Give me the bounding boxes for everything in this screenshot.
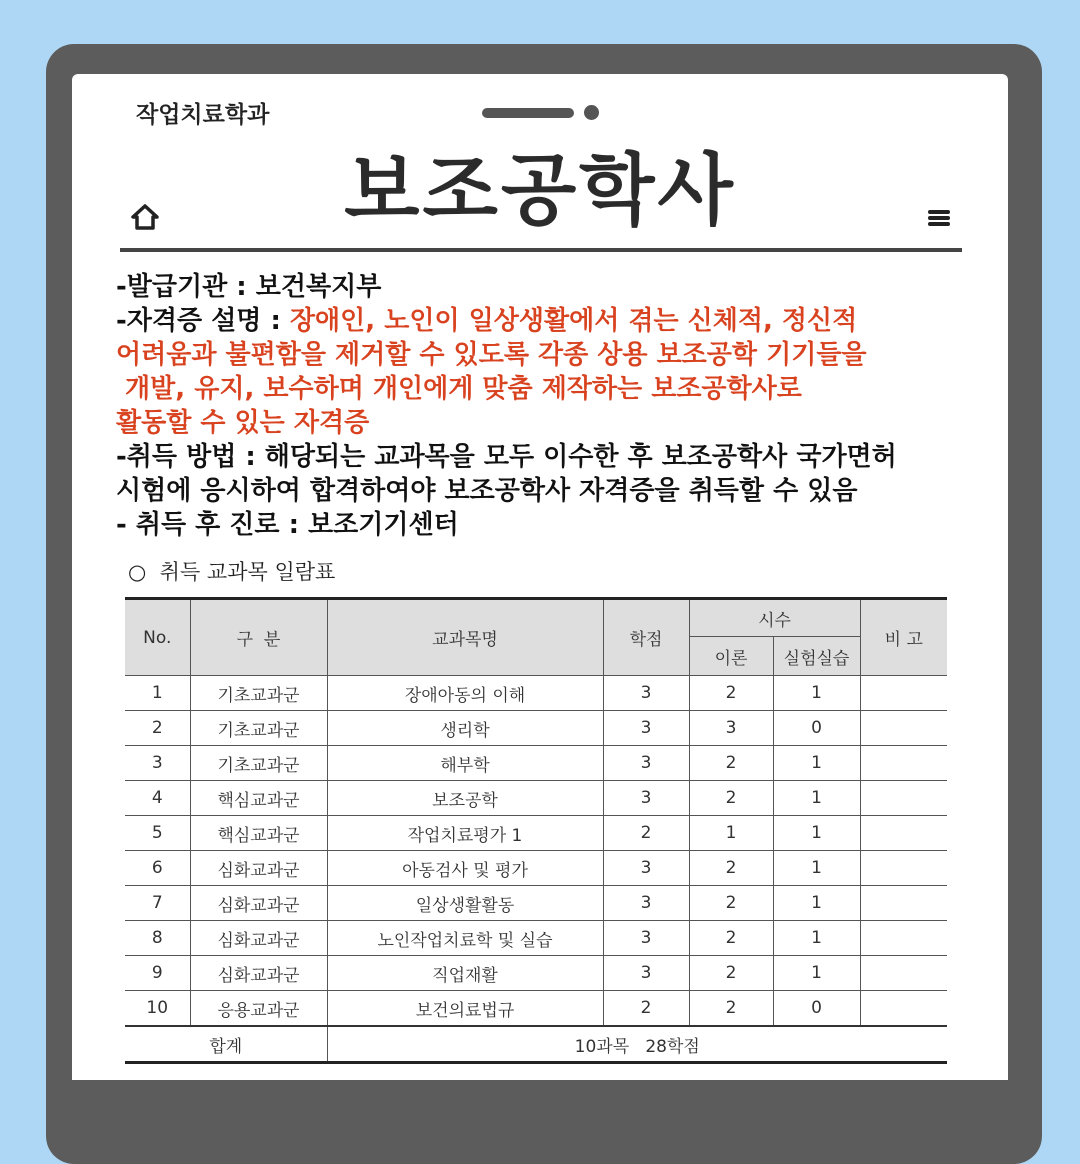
cell-subject: 보건의료법규 [327, 991, 603, 1027]
cell-no: 7 [125, 886, 190, 921]
table-row [125, 746, 947, 781]
total-label: 합계 [125, 1026, 327, 1063]
cell-no: 10 [125, 991, 190, 1027]
issuer-line: -발급기관 : 보건복지부 [116, 272, 382, 302]
cell-category: 심화교과군 [190, 851, 327, 886]
cell-theory: 2 [689, 991, 773, 1027]
table-row [125, 816, 947, 851]
header-category: 구 분 [190, 599, 327, 676]
header-credit: 학점 [603, 599, 689, 676]
cell-credit: 2 [603, 991, 689, 1027]
cell-subject: 직업재활 [327, 956, 603, 991]
description-line-1 [116, 304, 996, 338]
cell-theory: 2 [689, 956, 773, 991]
cell-theory: 2 [689, 886, 773, 921]
subject-table [125, 597, 947, 1064]
cell-category: 심화교과군 [190, 886, 327, 921]
home-icon[interactable] [130, 204, 160, 230]
cell-practice: 1 [773, 956, 860, 991]
cell-credit: 3 [603, 746, 689, 781]
cell-category: 심화교과군 [190, 956, 327, 991]
header-note: 비 고 [860, 599, 947, 676]
cell-note [860, 676, 947, 711]
cell-note [860, 851, 947, 886]
cell-category: 기초교과군 [190, 676, 327, 711]
cell-theory: 2 [689, 676, 773, 711]
camera-dot [584, 105, 599, 120]
page-title: 보조공학사 [344, 146, 736, 236]
title-divider [120, 248, 962, 252]
method-line-1: -취득 방법 : 해당되는 교과목을 모두 이수한 후 보조공학사 국가면허 [116, 442, 897, 472]
cell-theory: 3 [689, 711, 773, 746]
cell-subject: 보조공학 [327, 781, 603, 816]
cell-category: 심화교과군 [190, 921, 327, 956]
description-text-1: 장애인, 노인이 일상생활에서 겪는 신체적, 정신적 [289, 306, 858, 336]
cell-credit: 3 [603, 676, 689, 711]
cell-category: 응용교과군 [190, 991, 327, 1027]
cell-no: 6 [125, 851, 190, 886]
cell-note [860, 816, 947, 851]
cell-practice: 0 [773, 711, 860, 746]
menu-icon[interactable] [928, 208, 950, 228]
cell-note [860, 711, 947, 746]
description-line-3: 개발, 유지, 보수하며 개인에게 맞춤 제작하는 보조공학사로 [116, 374, 802, 404]
cell-no: 1 [125, 676, 190, 711]
cell-practice: 1 [773, 886, 860, 921]
method-line-2: 시험에 응시하여 합격하여야 보조공학사 자격증을 취득할 수 있음 [116, 476, 858, 506]
table-row [125, 956, 947, 991]
cell-no: 8 [125, 921, 190, 956]
cell-note [860, 956, 947, 991]
cell-credit: 2 [603, 816, 689, 851]
cell-no: 4 [125, 781, 190, 816]
table-caption: ○ 취득 교과목 일람표 [128, 560, 336, 584]
table-row [125, 886, 947, 921]
cell-note [860, 746, 947, 781]
cell-theory: 1 [689, 816, 773, 851]
table-row [125, 676, 947, 711]
cell-credit: 3 [603, 921, 689, 956]
cell-practice: 1 [773, 816, 860, 851]
table-row [125, 781, 947, 816]
cell-credit: 3 [603, 956, 689, 991]
cell-credit: 3 [603, 711, 689, 746]
cell-credit: 3 [603, 781, 689, 816]
header-practice: 실험실습 [773, 637, 860, 676]
cell-practice: 1 [773, 746, 860, 781]
cell-credit: 3 [603, 851, 689, 886]
cell-theory: 2 [689, 781, 773, 816]
header-theory: 이론 [689, 637, 773, 676]
cell-practice: 1 [773, 676, 860, 711]
cell-subject: 장애아동의 이해 [327, 676, 603, 711]
cell-category: 핵심교과군 [190, 781, 327, 816]
cell-subject: 노인작업치료학 및 실습 [327, 921, 603, 956]
table-row [125, 851, 947, 886]
cell-note [860, 781, 947, 816]
department-label: 작업치료학과 [136, 102, 270, 128]
header-hours: 시수 [689, 599, 860, 637]
cell-subject: 일상생활활동 [327, 886, 603, 921]
cell-subject: 생리학 [327, 711, 603, 746]
description-label: -자격증 설명 : [116, 306, 290, 336]
total-value: 10과목 28학점 [327, 1026, 947, 1063]
cell-note [860, 886, 947, 921]
cell-subject: 작업치료평가 1 [327, 816, 603, 851]
cell-category: 핵심교과군 [190, 816, 327, 851]
speaker-bar [482, 108, 574, 118]
table-row [125, 921, 947, 956]
header-subject: 교과목명 [327, 599, 603, 676]
cell-practice: 1 [773, 781, 860, 816]
cell-subject: 아동검사 및 평가 [327, 851, 603, 886]
cell-no: 9 [125, 956, 190, 991]
cell-note [860, 991, 947, 1027]
description-line-2: 어려움과 불편함을 제거할 수 있도록 각종 상용 보조공학 기기들을 [116, 340, 867, 370]
cell-category: 기초교과군 [190, 711, 327, 746]
cell-category: 기초교과군 [190, 746, 327, 781]
certificate-info [116, 270, 996, 542]
cell-practice: 1 [773, 921, 860, 956]
cell-practice: 0 [773, 991, 860, 1027]
header-no: No. [125, 599, 190, 676]
tablet-screen [72, 74, 1008, 1080]
cell-theory: 2 [689, 746, 773, 781]
cell-no: 5 [125, 816, 190, 851]
career-line: - 취득 후 진로 : 보조기기센터 [116, 510, 459, 540]
cell-theory: 2 [689, 851, 773, 886]
cell-credit: 3 [603, 886, 689, 921]
cell-subject: 해부학 [327, 746, 603, 781]
cell-note [860, 921, 947, 956]
table-row [125, 711, 947, 746]
cell-theory: 2 [689, 921, 773, 956]
description-line-4: 활동할 수 있는 자격증 [116, 408, 370, 438]
table-row [125, 991, 947, 1027]
cell-practice: 1 [773, 851, 860, 886]
cell-no: 3 [125, 746, 190, 781]
cell-no: 2 [125, 711, 190, 746]
table-body [125, 676, 947, 1027]
